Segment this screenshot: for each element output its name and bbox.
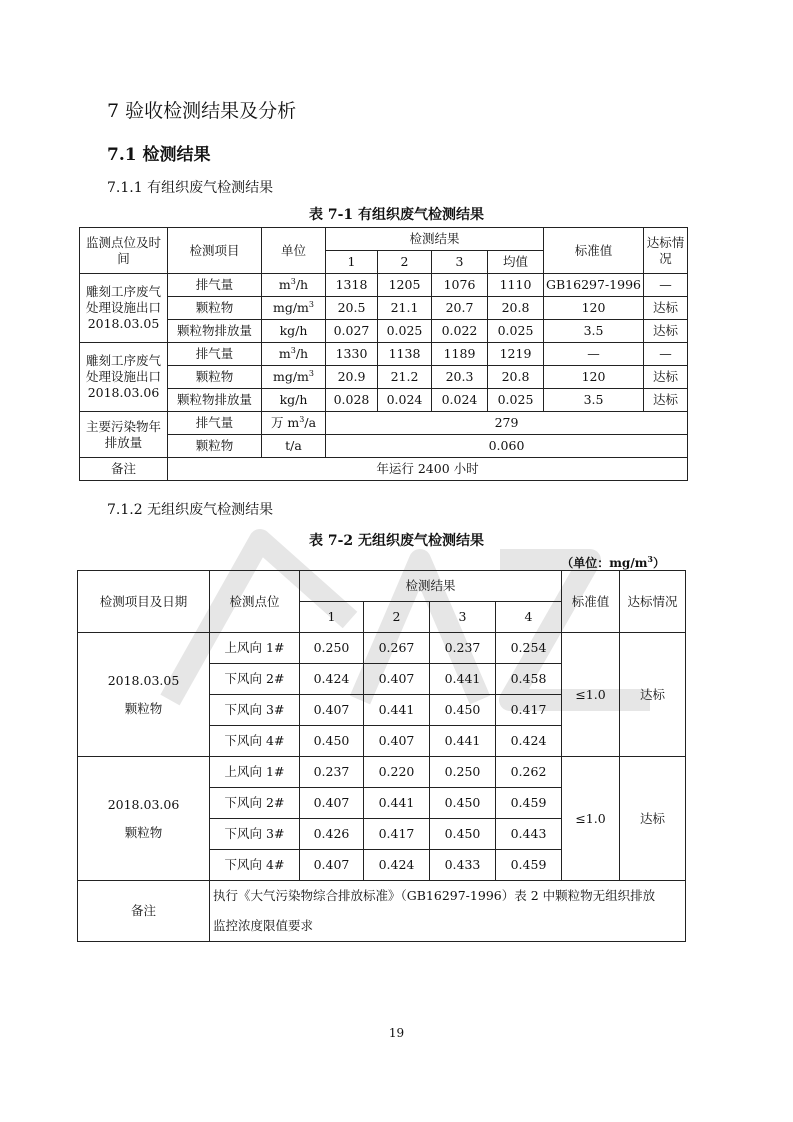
value-cell: 0.254 [496,633,562,664]
value-cell: 1318 [326,274,378,297]
date-item-cell [78,633,210,757]
unit-cell: kg/h [262,320,326,343]
value-cell: 1076 [432,274,488,297]
header-n3: 3 [430,602,496,633]
sub1-title: 7.1.1 有组织废气检测结果 [107,180,274,196]
table2-caption: 表 7-2 无组织废气检测结果 [308,533,485,549]
remark-line: 监控浓度限值要求 [213,918,314,933]
item-text: 颗粒物 [124,700,163,716]
value-cell: 0.022 [432,320,488,343]
value-cell: 0.459 [496,788,562,819]
header-status: 达标情况 [644,228,688,274]
value-cell: 1189 [432,343,488,366]
table-row [80,412,688,435]
table-row [80,389,688,412]
value-cell: 0.407 [300,850,364,881]
header-point: 检测点位 [210,571,300,633]
value-cell: 0.450 [430,695,496,726]
point-cell: 上风向 1# [210,757,300,788]
status-cell: — [644,274,688,297]
table-row [80,297,688,320]
status-cell: 达标 [644,389,688,412]
avg-cell: 0.025 [488,320,544,343]
table-row [78,757,686,788]
header-n4: 4 [496,602,562,633]
point-cell: 下风向 3# [210,819,300,850]
table-row [80,343,688,366]
header-n1: 1 [326,251,378,274]
value-cell: 0.459 [496,850,562,881]
value-cell: 0.407 [300,695,364,726]
point-cell: 下风向 3# [210,695,300,726]
value-cell: 0.424 [364,850,430,881]
table-row [78,881,686,942]
value-cell: 1330 [326,343,378,366]
table-row [80,366,688,389]
value-cell: 0.267 [364,633,430,664]
value-cell: 0.443 [496,819,562,850]
item-cell: 排气量 [168,412,262,435]
remark-label: 备注 [78,881,210,942]
value-cell: 20.5 [326,297,378,320]
value-cell: 21.1 [378,297,432,320]
unit-cell: $m^3/h$ [262,274,326,297]
header-results: 检测结果 [300,571,562,602]
item-cell: 颗粒物排放量 [168,389,262,412]
item-text: 颗粒物 [124,824,163,840]
header-n3: 3 [432,251,488,274]
page-number: 19 [388,1026,405,1040]
item-cell: 排气量 [168,274,262,297]
value-cell: 0.220 [364,757,430,788]
table-unorganized-exhaust [77,570,686,942]
value-cell: 0.417 [496,695,562,726]
std-cell: 3.5 [544,389,644,412]
unit-cell: t/a [262,435,326,458]
value-cell: 20.3 [432,366,488,389]
value-cell: 0.024 [432,389,488,412]
value-cell: 0.450 [430,819,496,850]
header-results: 检测结果 [326,228,544,251]
value-cell: 0.441 [430,726,496,757]
header-n2: 2 [378,251,432,274]
unit-cell: $m^3/h$ [262,343,326,366]
value-cell: 20.9 [326,366,378,389]
remark-value [210,881,686,942]
value-cell: 0.024 [378,389,432,412]
std-cell: 3.5 [544,320,644,343]
table1-caption: 表 7-1 有组织废气检测结果 [308,207,485,223]
status-cell: 达标 [620,757,686,881]
point-cell: 上风向 1# [210,633,300,664]
value-cell: 0.424 [496,726,562,757]
std-cell: — [544,343,644,366]
header-point: 监测点位及时间 [80,228,168,274]
value-cell: 0.250 [300,633,364,664]
value-cell: 0.450 [430,788,496,819]
item-cell: 排气量 [168,343,262,366]
table-organized-exhaust [79,227,688,481]
header-unit: 单位 [262,228,326,274]
std-cell: 120 [544,366,644,389]
value-cell: 0.025 [378,320,432,343]
status-cell: 达标 [644,297,688,320]
avg-cell: 1110 [488,274,544,297]
annual-value: 0.060 [326,435,688,458]
item-cell: 颗粒物 [168,297,262,320]
point-cell: 下风向 4# [210,850,300,881]
point-cell: 雕刻工序废气处理设施出口 2018.03.06 [80,343,168,412]
value-cell: 0.250 [430,757,496,788]
value-cell: 0.441 [430,664,496,695]
value-cell: 0.028 [326,389,378,412]
avg-cell: 20.8 [488,297,544,320]
value-cell: 0.450 [300,726,364,757]
value-cell: 0.027 [326,320,378,343]
avg-cell: 1219 [488,343,544,366]
unit-cell: $mg/m^3$ [262,297,326,320]
remark-label: 备注 [80,458,168,481]
value-cell: 0.237 [430,633,496,664]
unit-cell: $mg/m^3$ [262,366,326,389]
table-row [80,458,688,481]
value-cell: 1138 [378,343,432,366]
std-cell: 120 [544,297,644,320]
item-cell: 颗粒物排放量 [168,320,262,343]
avg-cell: 20.8 [488,366,544,389]
header-standard: 标准值 [562,571,620,633]
value-cell: 1205 [378,274,432,297]
item-cell: 颗粒物 [168,366,262,389]
value-cell: 20.7 [432,297,488,320]
value-cell: 0.441 [364,695,430,726]
header-n1: 1 [300,602,364,633]
status-cell: — [644,343,688,366]
value-cell: 0.426 [300,819,364,850]
remark-value: 年运行 2400 小时 [168,458,688,481]
unit-cell: kg/h [262,389,326,412]
std-cell: GB16297-1996 [544,274,644,297]
table-row [80,435,688,458]
value-cell: 0.441 [364,788,430,819]
table-row [80,274,688,297]
remark-line: 执行《大气污染物综合排放标准》（GB16297-1996）表 2 中颗粒物无组织排放 [213,888,656,903]
section-title: 7 验收检测结果及分析 [107,100,297,122]
header-n2: 2 [364,602,430,633]
item-cell: 颗粒物 [168,435,262,458]
table-row [78,633,686,664]
value-cell: 0.407 [364,726,430,757]
status-cell: 达标 [644,366,688,389]
std-cell: ≤1.0 [562,757,620,881]
annual-label: 主要污染物年排放量 [80,412,168,458]
date-text: 2018.03.06 [107,796,180,812]
date-item-cell [78,757,210,881]
value-cell: 0.458 [496,664,562,695]
point-cell: 雕刻工序废气处理设施出口 2018.03.05 [80,274,168,343]
value-cell: 0.407 [300,788,364,819]
date-text: 2018.03.05 [107,672,180,688]
header-avg: 均值 [488,251,544,274]
point-cell: 下风向 2# [210,664,300,695]
point-cell: 下风向 4# [210,726,300,757]
table2-unit-note: （单位：$mg/m^3$） [561,554,665,570]
header-standard: 标准值 [544,228,644,274]
value-cell: 0.424 [300,664,364,695]
sub2-title: 7.1.2 无组织废气检测结果 [107,502,274,518]
value-cell: 0.417 [364,819,430,850]
header-item: 检测项目 [168,228,262,274]
header-item-date: 检测项目及日期 [78,571,210,633]
unit-cell: 万 $m^3/a$ [262,412,326,435]
value-cell: 0.262 [496,757,562,788]
value-cell: 21.2 [378,366,432,389]
value-cell: 0.433 [430,850,496,881]
avg-cell: 0.025 [488,389,544,412]
std-cell: ≤1.0 [562,633,620,757]
status-cell: 达标 [620,633,686,757]
header-status: 达标情况 [620,571,686,633]
value-cell: 0.237 [300,757,364,788]
table-row [80,320,688,343]
value-cell: 0.407 [364,664,430,695]
status-cell: 达标 [644,320,688,343]
subsection-title: 7.1 检测结果 [107,145,211,165]
point-cell: 下风向 2# [210,788,300,819]
annual-value: 279 [326,412,688,435]
